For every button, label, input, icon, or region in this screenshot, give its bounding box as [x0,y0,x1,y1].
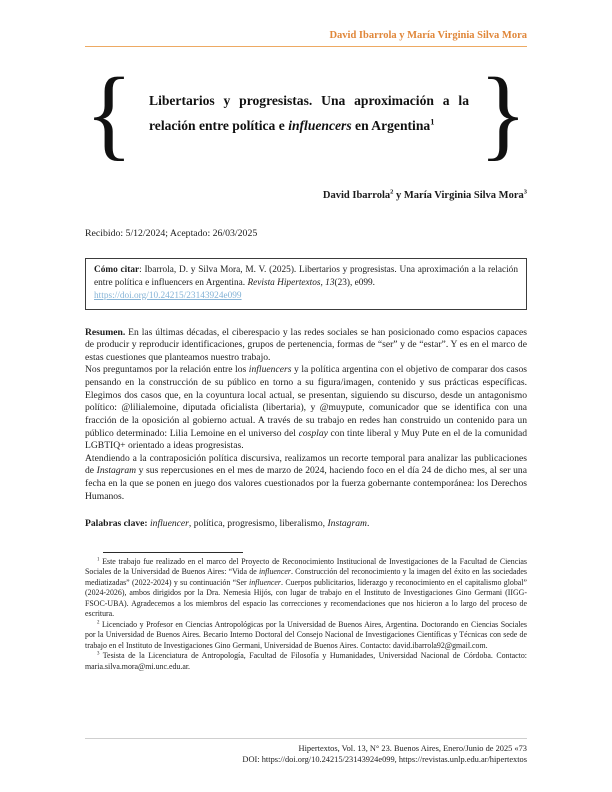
authors-byline: David Ibarrola$^2$ y María Virginia Silva Mora$^3$ [322,188,527,201]
citation-box [85,258,527,310]
keywords-line: Palabras clave: influencer, política, progresismo, liberalismo, Instagram. [85,518,370,530]
footnote-2: $^2$ Licenciado y Profesor en Ciencias Antropológicas por la Universidad de Buenos Aires, Argentina. Doctorando en Ciencias Sociales por la Universidad de Buenos Aires. Becario Interno Doctoral del Consejo Nacional de Investigaciones Científicas y Técnicas con sede de trabajo en el Instituto de Investigaciones Gino Germani, Universidad de Buenos Aires. Contacto: david.ibarrola92@gmail.com. [85,619,527,650]
footnote-separator [103,552,243,553]
page-footer [85,738,527,765]
header-rule [85,46,527,47]
abstract-paragraph-2: Nos preguntamos por la relación entre los influencers y la política argentina con el objetivo de comparar dos casos pensando en la construcción de su público en torno a su figura/imagen, contenido y sus prácticas específicas. Elegimos dos casos que, en la coyuntura local actual, se presentan, siguiendo su discurso, desde un antagonismo político: @lilialemoine, diputada oficialista (libertaria), y @muypute, comunicador que se identifica con una fracción de la oposición al gobierno actual. A través de su trabajo en redes han construido un contenido para un público determinado: Lilia Lemoine en el universo del cosplay con tinte liberal y Muy Pute en el de la comunidad LGBTIQ+ orientado a ideas progresistas. [85,364,528,452]
footer-journal-line: Hipertextos, Vol. 13, N° 23. Buenos Aires, Enero/Junio de 2025 «73 [298,743,527,753]
running-header-authors: David Ibarrola y María Virginia Silva Mora [329,30,527,41]
left-brace-glyph: { [85,56,133,170]
footnotes-section [85,557,527,673]
footer-doi-line: DOI: https://doi.org/10.24215/23143924e099, https://revistas.unlp.edu.ar/hipertextos [242,754,527,764]
title-block [85,56,527,170]
abstract-section [85,327,527,504]
footnote-3: $^3$ Tesista de la Licenciatura de Antropología, Facultad de Filosofía y Humanidades, Universidad Nacional de Córdoba. Contacto: maria.silva.mora@mi.unc.edu.ar. [85,651,527,671]
footnote-1: $^1$ Este trabajo fue realizado en el marco del Proyecto de Reconocimiento Institucional de Investigaciones de la Facultad de Ciencias Sociales de la Universidad de Buenos Aires: “Vida de influencer. Construcción del reconocimiento y la imagen del éxito en las sociedades mediatizadas” (2022-2024) y su continuación “Ser influencer. Cuerpos publicitarios, liderazgo y reconocimiento en el capitalismo global” (2024-2026), ambos dirigidos por la Dra. Nemesia Hijós, con lugar de trabajo en el Instituto de Investigaciones Gino Germani (IIGG-FSOC-UBA). Agradecemos a los miembros del espacio las correcciones y recomendaciones que nos hicieron a lo largo del proceso de escritura. [85,556,527,619]
received-accepted-dates: Recibido: 5/12/2024; Aceptado: 26/03/2025 [85,227,258,239]
citation-text: Cómo citar: Ibarrola, D. y Silva Mora, M. V. (2025). Libertarios y progresistas. Una aproximación a la relación entre política e influencers en Argentina. Revista Hipertextos, 13(23), e099. [94,264,518,288]
right-brace-glyph: } [479,56,527,170]
abstract-paragraph-1: Resumen. En las últimas décadas, el ciberespacio y las redes sociales se han posicionado como espacios capaces de producir y reproducir identificaciones, grupos de pertenencia, formas de “ser” y de “estar”. Y es en el marco de estas cuestiones que planteamos nuestro trabajo. [85,326,527,363]
running-header [85,30,527,47]
paper-title: Libertarios y progresistas. Una aproximación a la relación entre política e influencers en Argentina$^1$ [149,92,469,134]
abstract-paragraph-3: Atendiendo a la contraposición política discursiva, realizamos un recorte temporal para analizar las publicaciones de Instagram y sus repercusiones en el mes de marzo de 2024, haciendo foco en el día 24 de dicho mes, al ser una fecha en la que se ponen en juego dos valores cuestionados por la fuerza gobernante contemporánea: los Derechos Humanos. [85,452,527,502]
citation-doi-link[interactable]: https://doi.org/10.24215/23143924e099 [94,290,242,301]
footer-rule [85,738,527,739]
